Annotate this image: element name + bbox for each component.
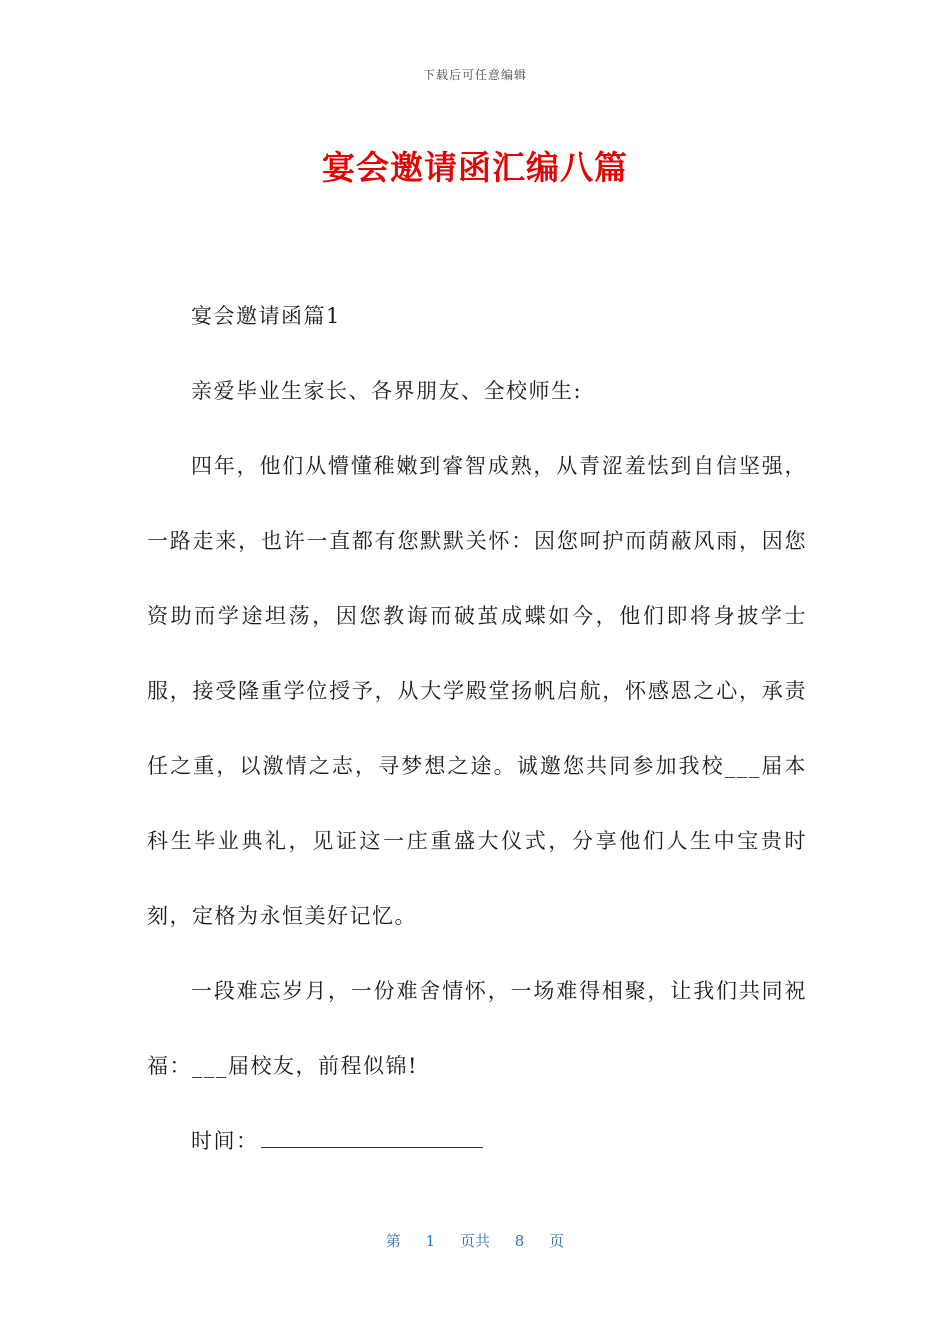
page-footer bbox=[0, 1230, 950, 1251]
salutation: 亲爱毕业生家长、各界朋友、全校师生: bbox=[191, 379, 583, 403]
header-note: 下载后可任意编辑 bbox=[422, 68, 527, 82]
document-title: 宴会邀请函汇编八篇 bbox=[322, 148, 628, 187]
paragraph-1: 四年，他们从懵懂稚嫩到睿智成熟，从青涩羞怯到自信坚强，一路走来，也许一直都有您默默关怀：因您呵护而荫蔽风雨，因您资助而学途坦荡，因您教诲而破茧成蝶如今，他们即将身披学士服，接受隆重学位授予，从大学殿堂扬帆启航，怀感恩之心，承责任之重，以激情之志，寻梦想之途。诚邀您共同参加我校___届本科生毕业典礼，见证这一庄重盛大仪式，分享他们人生中宝贵时刻，定格为永恒美好记忆。 bbox=[147, 454, 807, 928]
footer-page-prefix: 第 bbox=[385, 1232, 401, 1250]
time-line bbox=[147, 1104, 807, 1179]
time-label: 时间： bbox=[191, 1129, 259, 1153]
document-body bbox=[147, 279, 807, 1179]
footer-page-mid: 页共 bbox=[459, 1232, 490, 1250]
section-heading: 宴会邀请函篇1 bbox=[191, 304, 341, 328]
paragraph-2: 一段难忘岁月，一份难舍情怀，一场难得相聚，让我们共同祝福：___届校友，前程似锦! bbox=[147, 979, 807, 1078]
footer-page-current: 1 bbox=[425, 1232, 436, 1250]
footer-page-suffix: 页 bbox=[549, 1232, 565, 1250]
time-blank-field bbox=[261, 1127, 483, 1148]
footer-page-total: 8 bbox=[514, 1232, 525, 1250]
